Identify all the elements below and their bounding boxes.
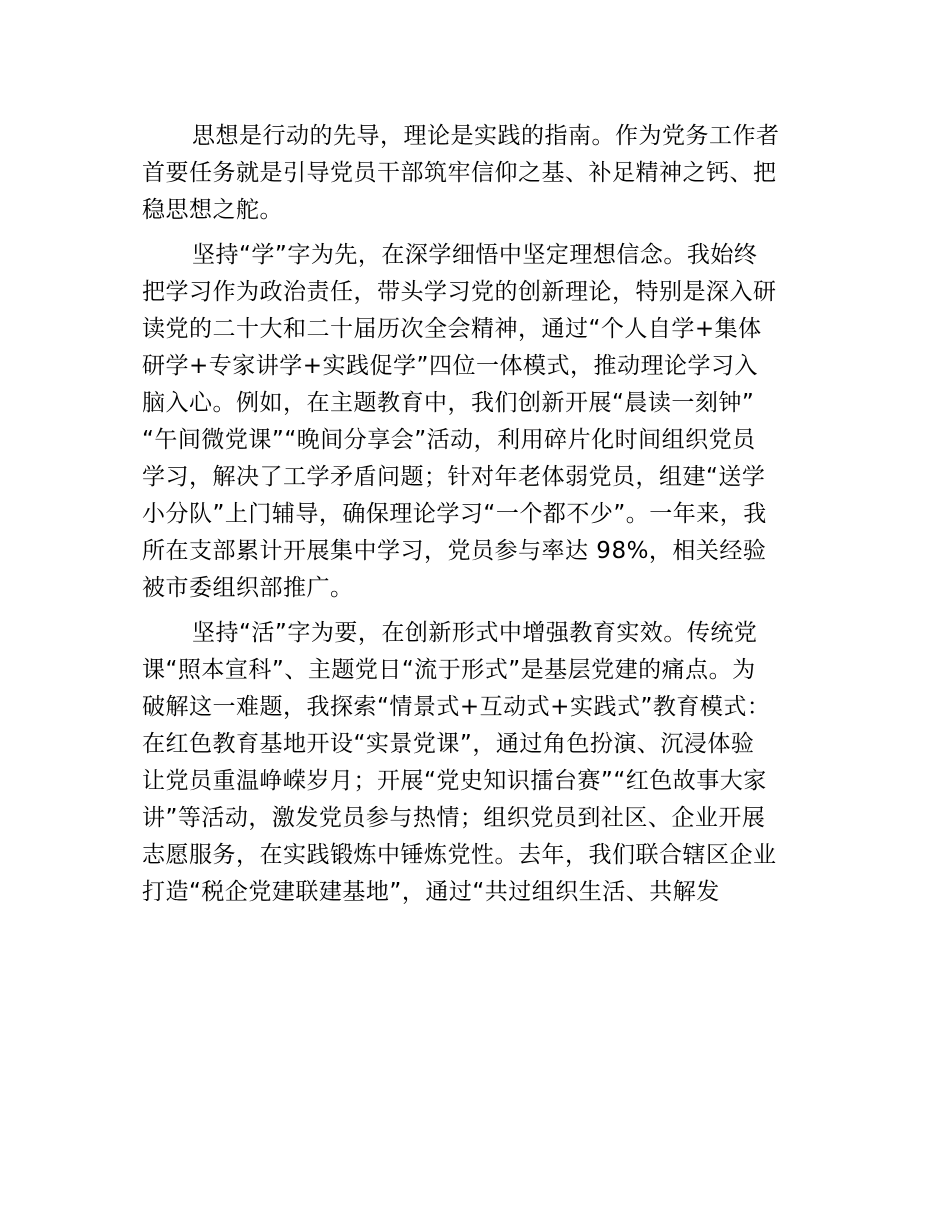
paragraph-3 bbox=[142, 615, 812, 911]
paragraph-1 bbox=[142, 118, 812, 229]
text-line: 讲”等活动，激发党员参与热情；组织党员到社区、企业开展 bbox=[142, 805, 766, 831]
text-line: 课“照本宣科”、主题党日“流于形式”是基层党建的痛点。为 bbox=[142, 657, 756, 683]
text-line: 打造“税企党建联建基地”，通过“共过组织生活、共解发 bbox=[142, 879, 720, 905]
text-line: 被市委组织部推广。 bbox=[142, 575, 354, 601]
document-body bbox=[142, 118, 812, 919]
text-line: 所在支部累计开展集中学习，党员参与率达 98%，相关经验 bbox=[142, 538, 767, 564]
text-line: 小分队”上门辅导，确保理论学习“一个都不少”。一年来，我 bbox=[142, 501, 767, 527]
text-line: 研学+专家讲学+实践促学”四位一体模式，推动理论学习入 bbox=[142, 353, 758, 379]
text-line: 让党员重温峥嵘岁月；开展“党史知识擂台赛”“红色故事大家 bbox=[142, 768, 767, 794]
text-line: 在红色教育基地开设“实景党课”，通过角色扮演、沉浸体验 bbox=[142, 731, 755, 757]
text-line: 首要任务就是引导党员干部筑牢信仰之基、补足精神之钙、把 bbox=[142, 160, 777, 186]
text-line: 思想是行动的先导，理论是实践的指南。作为党务工作者 bbox=[192, 123, 780, 149]
text-line: 学习，解决了工学矛盾问题；针对年老体弱党员，组建“送学 bbox=[142, 464, 766, 490]
text-line: “午间微党课”“晚间分享会”活动，利用碎片化时间组织党员 bbox=[142, 427, 756, 453]
text-line: 志愿服务，在实践锻炼中锤炼党性。去年，我们联合辖区企业 bbox=[142, 842, 777, 868]
text-line: 坚持“活”字为要，在创新形式中增强教育实效。传统党 bbox=[192, 620, 758, 646]
text-line: 稳思想之舵。 bbox=[142, 197, 283, 223]
text-line: 读党的二十大和二十届历次全会精神，通过“个人自学+集体 bbox=[142, 316, 762, 342]
text-line: 破解这一难题，我探索“情景式+互动式+实践式”教育模式： bbox=[142, 694, 771, 720]
text-line: 坚持“学”字为先，在深学细悟中坚定理想信念。我始终 bbox=[192, 242, 758, 268]
text-line: 把学习作为政治责任，带头学习党的创新理论，特别是深入研 bbox=[142, 279, 777, 305]
text-line: 脑入心。例如，在主题教育中，我们创新开展“晨读一刻钟” bbox=[142, 390, 755, 416]
paragraph-2 bbox=[142, 237, 812, 607]
